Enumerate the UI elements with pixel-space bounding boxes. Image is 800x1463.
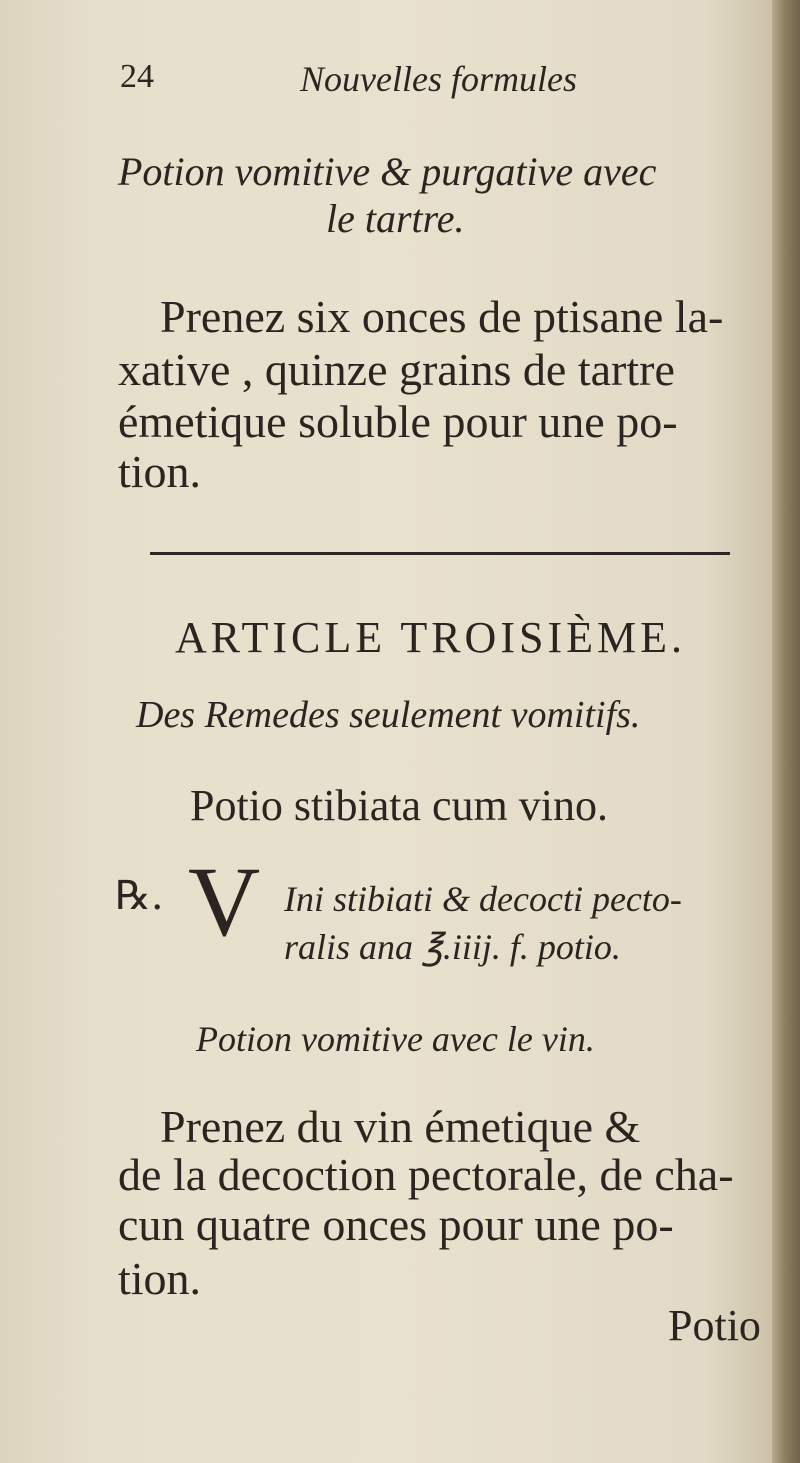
page-number: 24 — [120, 58, 154, 95]
recipe-line-2: ralis ana ℥.iiij. f. potio. — [284, 927, 621, 967]
paragraph-line: tion. — [118, 446, 202, 497]
paragraph-line: Prenez du vin émetique & — [160, 1101, 641, 1152]
page-gutter-shadow — [772, 0, 800, 1463]
horizontal-rule — [150, 552, 730, 555]
french-recipe-title: Potion vomitive avec le vin. — [196, 1019, 595, 1059]
paragraph-line: cun quatre onces pour une po- — [118, 1199, 674, 1250]
drop-cap: V — [188, 846, 261, 957]
article-subtitle: Des Remedes seulement vomitifs. — [136, 694, 641, 736]
article-title: ARTICLE TROISIÈME. — [175, 613, 686, 662]
latin-recipe-title: Potio stibiata cum vino. — [190, 781, 608, 830]
paragraph-line: Prenez six onces de ptisane la- — [160, 291, 724, 342]
section-heading-line-1: Potion vomitive & purgative avec — [118, 149, 657, 194]
paragraph-line: xative , quinze grains de tartre — [118, 344, 675, 395]
recipe-symbol: ℞. — [115, 873, 164, 919]
catchword: Potio — [668, 1301, 761, 1350]
paragraph-line: tion. — [118, 1253, 202, 1304]
running-title: Nouvelles formules — [300, 59, 577, 99]
paragraph-line: émetique soluble pour une po- — [118, 396, 678, 447]
section-heading-line-2: le tartre. — [326, 196, 465, 241]
recipe-line-1: Ini stibiati & decocti pecto- — [284, 879, 682, 919]
paragraph-line: de la decoction pectorale, de cha- — [118, 1149, 734, 1200]
